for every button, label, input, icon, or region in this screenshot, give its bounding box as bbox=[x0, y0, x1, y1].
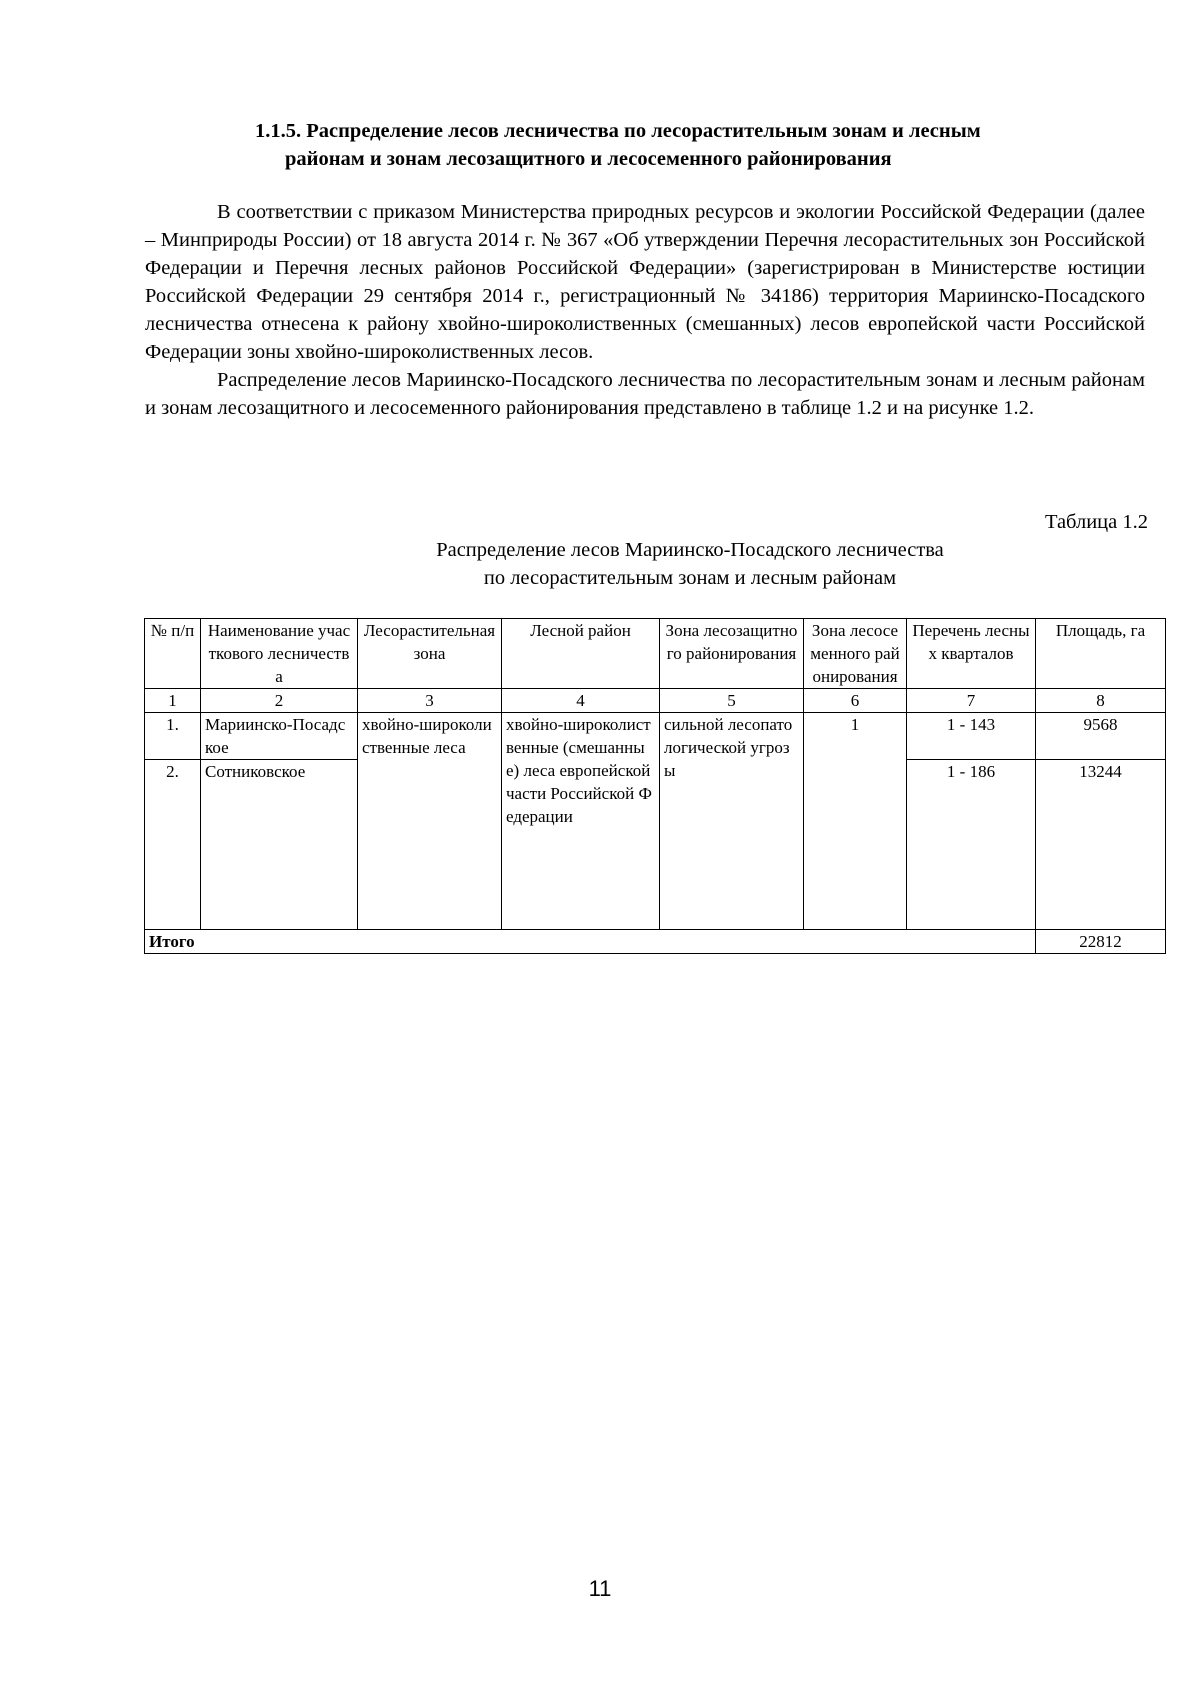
total-label: Итого bbox=[145, 930, 1036, 954]
column-number-row bbox=[145, 689, 1166, 713]
column-number-cell: 8 bbox=[1036, 689, 1166, 713]
forestry-name-cell: Сотниковское bbox=[201, 760, 358, 930]
header-cell: Перечень лесных кварталов bbox=[907, 619, 1036, 689]
paragraph: В соответствии с приказом Министерства природных ресурсов и экологии Российской Федерации (далее – Минприроды России) от 18 августа 2014 г. № 367 «Об утверждении Перечня лесорастительных зон Российской Федерации и Перечня лесных районов Российской Федерации» (зарегистрирован в Министерстве юстиции Российской Федерации 29 сентября 2014 г., регистрационный № 34186) территория Мариинско-Посадского лесничества отнесена к району хвойно-широколиственных (смешанных) лесов европейской части Российской Федерации зоны хвойно-широколиственных лесов. bbox=[145, 201, 1145, 363]
seed-zone-cell: 1 bbox=[804, 713, 907, 930]
table-row bbox=[145, 713, 1166, 760]
forestry-name-cell: Мариинско-Посадское bbox=[201, 713, 358, 760]
paragraph: Распределение лесов Мариинско-Посадского лесничества по лесорастительным зонам и лесным районам и зонам лесозащитного и лесосеменного районирования представлено в таблице 1.2 и на рисунке 1.2. bbox=[145, 369, 1145, 419]
forest-zone-cell: хвойно-широколиственные леса bbox=[358, 713, 502, 930]
quarters-cell: 1 - 186 bbox=[907, 760, 1036, 930]
body-text bbox=[145, 198, 1145, 422]
protection-zone-cell: сильной лесопатологической угрозы bbox=[660, 713, 804, 930]
area-cell: 13244 bbox=[1036, 760, 1166, 930]
header-cell: Лесной район bbox=[502, 619, 660, 689]
table-caption-line1: Распределение лесов Мариинско-Посадского лесничества bbox=[436, 539, 944, 561]
column-number-cell: 3 bbox=[358, 689, 502, 713]
header-cell: № п/п bbox=[145, 619, 201, 689]
forest-district-cell: хвойно-широколиственные (смешанные) леса европейской части Российской Федерации bbox=[502, 713, 660, 930]
row-number-cell: 2. bbox=[145, 760, 201, 930]
column-number-cell: 1 bbox=[145, 689, 201, 713]
area-cell: 9568 bbox=[1036, 713, 1166, 760]
section-heading-line1: 1.1.5. Распределение лесов лесничества по лесорастительным зонам и лесным bbox=[255, 120, 981, 142]
column-number-cell: 4 bbox=[502, 689, 660, 713]
table-caption-line2: по лесорастительным зонам и лесным районам bbox=[483, 567, 897, 589]
row-number-cell: 1. bbox=[145, 713, 201, 760]
total-area: 22812 bbox=[1036, 930, 1166, 954]
column-number-cell: 2 bbox=[201, 689, 358, 713]
column-number-cell: 5 bbox=[660, 689, 804, 713]
total-row bbox=[145, 930, 1166, 954]
header-cell: Зона лесосеменного районирования bbox=[804, 619, 907, 689]
page-number: 11 bbox=[588, 1576, 612, 1601]
header-cell: Наименование участкового лесничества bbox=[201, 619, 358, 689]
table-header-row bbox=[145, 619, 1166, 689]
section-heading-line2: районам и зонам лесозащитного и лесосеменного районирования bbox=[285, 148, 892, 170]
quarters-cell: 1 - 143 bbox=[907, 713, 1036, 760]
column-number-cell: 7 bbox=[907, 689, 1036, 713]
header-cell: Площадь, га bbox=[1036, 619, 1166, 689]
column-number-cell: 6 bbox=[804, 689, 907, 713]
table-caption bbox=[0, 536, 1200, 592]
table-number: Таблица 1.2 bbox=[1044, 511, 1148, 533]
header-cell: Зона лесозащитного районирования bbox=[660, 619, 804, 689]
header-cell: Лесорастительная зона bbox=[358, 619, 502, 689]
section-heading bbox=[140, 117, 1150, 173]
forest-distribution-table bbox=[144, 618, 1166, 954]
